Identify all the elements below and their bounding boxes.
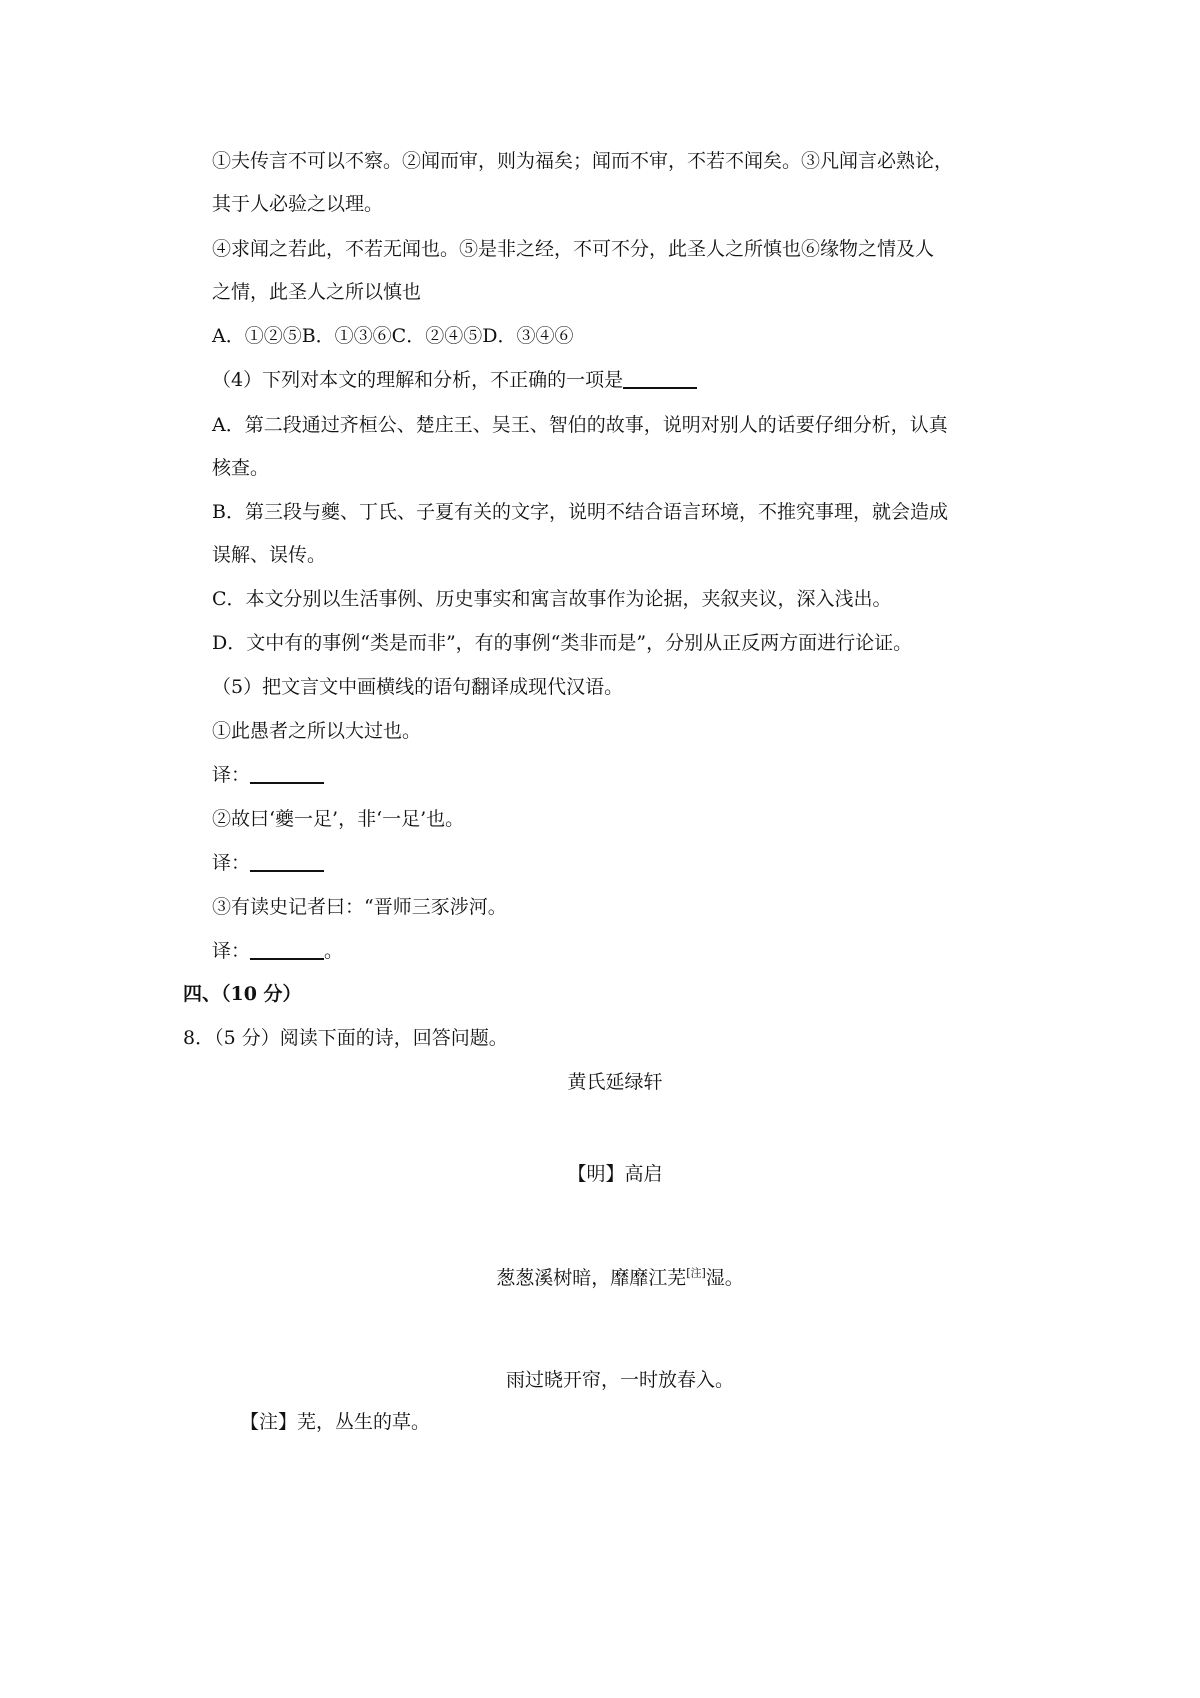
q3-option-text-line: ①夫传言不可以不察。②闻而审，则为福矣；闻而不审，不若不闻矣。③凡闻言必熟论， xyxy=(212,150,954,172)
q5-sentence-3: ③有读史记者曰：“晋师三豕涉河。 xyxy=(212,896,507,918)
translate-label: 译： xyxy=(212,940,251,962)
answer-blank xyxy=(250,852,324,872)
q4-option-a: A．第二段通过齐桓公、楚庄王、吴王、智伯的故事，说明对别人的话要仔细分析，认真 xyxy=(212,414,948,436)
q3-choices: A．①②⑤B．①③⑥C．②④⑤D．③④⑥ xyxy=(212,325,574,347)
poem-verse-2: 雨过晓开帘，一时放春入。 xyxy=(505,1369,734,1391)
footnote: 【注】芜，丛生的草。 xyxy=(240,1411,431,1433)
period: 。 xyxy=(324,940,344,962)
q3-option-text-line: ④求闻之若此，不若无闻也。⑤是非之经，不可不分，此圣人之所慎也⑥缘物之情及人 xyxy=(212,238,935,260)
answer-blank xyxy=(250,764,324,784)
answer-blank xyxy=(250,940,324,960)
verse-text: 葱葱溪树暗，靡靡江芜 xyxy=(496,1267,687,1289)
poem-verse-1 xyxy=(0,1265,1200,1291)
translation-line-2 xyxy=(212,850,1050,876)
q4-stem xyxy=(212,367,1050,393)
q8-stem: 8．（5 分）阅读下面的诗，回答问题。 xyxy=(183,1027,508,1049)
q4-stem-text: （4）下列对本文的理解和分析，不正确的一项是 xyxy=(212,369,624,391)
q4-option-d: D．文中有的事例“类是而非”，有的事例“类非而是”，分别从正反两方面进行论证。 xyxy=(212,632,913,654)
note-marker: [注] xyxy=(686,1266,706,1280)
q4-option-b-cont: 误解、误传。 xyxy=(212,544,327,566)
answer-blank xyxy=(623,369,697,389)
q4-option-a-cont: 核查。 xyxy=(212,457,270,479)
poem-title: 黄氏延绿轩 xyxy=(567,1071,663,1093)
q5-sentence-1: ①此愚者之所以大过也。 xyxy=(212,720,422,742)
q4-option-c: C．本文分别以生活事例、历史事实和寓言故事作为论据，夹叙夹议，深入浅出。 xyxy=(212,588,892,610)
translate-label: 译： xyxy=(212,852,251,874)
q3-option-text-line: 之情，此圣人之所以慎也 xyxy=(212,281,422,303)
verse-text: 湿。 xyxy=(705,1267,744,1289)
q5-sentence-2: ②故曰‘夔一足’，非‘一足’也。 xyxy=(212,808,465,830)
translation-line-3 xyxy=(212,938,1050,964)
q3-option-text-line: 其于人必验之以理。 xyxy=(212,193,384,215)
q4-option-b: B．第三段与夔、丁氏、子夏有关的文字，说明不结合语言环境，不推究事理，就会造成 xyxy=(212,501,948,523)
poem-author: 【明】高启 xyxy=(567,1163,663,1185)
section-heading: 四、（10 分） xyxy=(183,983,302,1005)
q5-stem: （5）把文言文中画横线的语句翻译成现代汉语。 xyxy=(212,676,624,698)
translate-label: 译： xyxy=(212,764,251,786)
translation-line-1 xyxy=(212,762,1050,788)
